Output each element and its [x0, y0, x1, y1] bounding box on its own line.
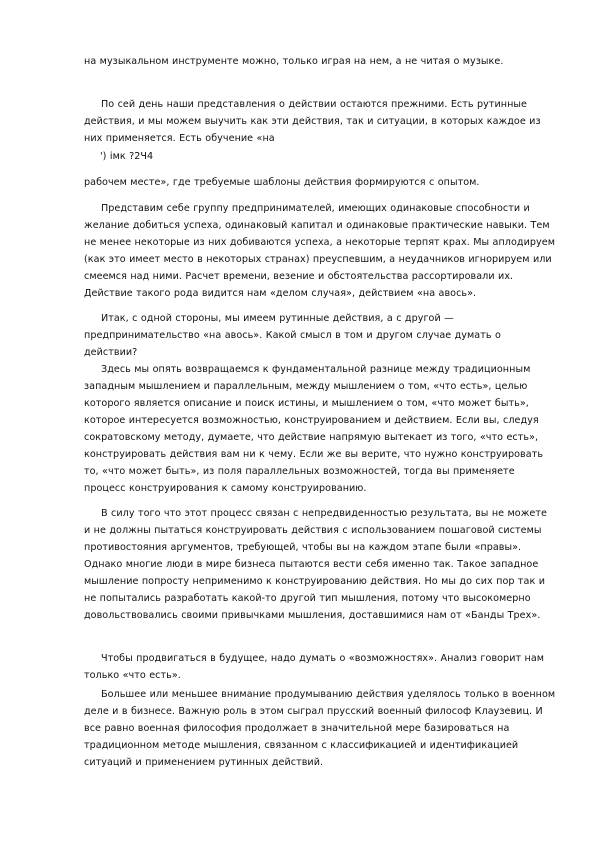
paragraph-text: В силу того что этот процесс связан с непредвиденностью результата, вы не можете и не должны пытаться конструировать действия с использованием пошаговой системы противостояния аргументов, требующей, чтобы вы на каждом этапе были «правы». Однако многие люди в мире бизнеса пытаются вести себя именно так. Такое западное мышление попросту неприменимо к конструированию действия. Но мы до сих пор так и не попытались разработать какой-то другой тип мышления, потому что высокомерно довольствовались своими привычками мышления, доставшимися нам от «Банды Трех».	[84, 508, 547, 621]
page-artifact-text	[100, 148, 572, 165]
artifact-text: ') імк ?2Ч4	[100, 151, 154, 162]
paragraph-music	[84, 53, 556, 70]
paragraph-entrepreneurs	[84, 200, 556, 302]
paragraph-action-views	[84, 96, 556, 147]
paragraph-text: рабочем месте», где требуемые шаблоны действия формируются с опытом.	[84, 177, 480, 188]
paragraph-unpredictability	[84, 505, 556, 624]
paragraph-western-thinking	[84, 361, 556, 497]
paragraph-workplace	[84, 174, 556, 191]
paragraph-text: Представим себе группу предпринимателей, имеющих одинаковые способности и желание добиться успеха, одинаковый капитал и одинаковые практические навыки. Тем не менее некоторые из них добиваются успеха, а некоторые терпят крах. Мы аплодируем (как это имеет место в некоторых странах) преуспевшим, а неудачников игнорируем или смеемся над ними. Расчет времени, везение и обстоятельства рассортировали их. Действие такого рода видится нам «делом случая», действием «на авось».	[84, 203, 555, 299]
paragraph-text: По сей день наши представления о действии остаются прежними. Есть рутинные действия, и мы можем выучить как эти действия, так и ситуации, в которых каждое из них применяется. Есть обучение «на	[84, 99, 541, 144]
paragraph-text: Большее или меньшее внимание продумыванию действия уделялось только в военном деле и в бизнесе. Важную роль в этом сыграл прусский военный философ Клаузевиц. И все равно военная философия продолжает в значительной мере базироваться на традиционном методе мышления, связанном с классификацией и идентификацией ситуаций и применением рутинных действий.	[84, 689, 556, 768]
paragraph-military-business	[84, 686, 556, 771]
paragraph-possibilities	[84, 650, 556, 684]
paragraph-text: на музыкальном инструменте можно, только играя на нем, а не читая о музыке.	[84, 56, 504, 67]
paragraph-text: Чтобы продвигаться в будущее, надо думать о «возможностях». Анализ говорит нам только «что есть».	[84, 653, 545, 681]
paragraph-routine-vs-chance	[84, 310, 556, 361]
paragraph-text: Здесь мы опять возвращаемся к фундаментальной разнице между традиционным западным мышлением и параллельным, между мышлением о том, «что есть», целью которого является описание и поиск истины, и мышлением о том, «что может быть», которое интересуется возможностью, конструированием и действием. Если вы, следуя сократовскому методу, думаете, что действие напрямую вытекает из того, «что есть», конструировать действия вам ни к чему. Если же вы верите, что нужно конструировать то, «что может быть», из поля параллельных возможностей, тогда вы применяете процесс конструирования к самому конструированию.	[84, 364, 544, 494]
paragraph-text: Итак, с одной стороны, мы имеем рутинные действия, а с другой — предпринимательство «на авось». Какой смысл в том и другом случае думать о действии?	[84, 313, 501, 358]
